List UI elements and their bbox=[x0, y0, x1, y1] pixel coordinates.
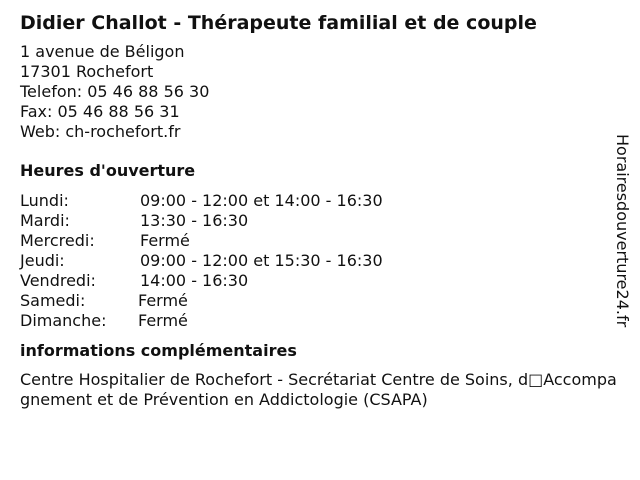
time-value: 13:30 - 16:30 bbox=[140, 211, 249, 230]
day-label: Samedi: bbox=[20, 291, 86, 310]
day-label: Lundi: bbox=[20, 191, 69, 210]
time-value: 09:00 - 12:00 et 15:30 - 16:30 bbox=[140, 251, 383, 270]
time-value: Fermé bbox=[140, 231, 190, 250]
day-label: Jeudi: bbox=[20, 251, 65, 270]
day-label: Mercredi: bbox=[20, 231, 95, 250]
side-brand-text[interactable]: Horairesdouverture24.fr bbox=[613, 134, 632, 328]
hours-table bbox=[20, 191, 610, 331]
day-label: Mardi: bbox=[20, 211, 70, 230]
day-label: Dimanche: bbox=[20, 311, 107, 330]
time-value: 09:00 - 12:00 et 14:00 - 16:30 bbox=[140, 191, 383, 210]
hours-row-saturday bbox=[20, 291, 610, 311]
time-value: 14:00 - 16:30 bbox=[140, 271, 249, 290]
hours-row-tuesday bbox=[20, 211, 610, 231]
info-heading: informations complémentaires bbox=[20, 341, 297, 360]
hours-row-monday bbox=[20, 191, 610, 211]
time-value: Fermé bbox=[138, 311, 188, 330]
address-street: 1 avenue de Béligon bbox=[20, 42, 185, 61]
business-card bbox=[20, 10, 617, 410]
address-city: 17301 Rochefort bbox=[20, 62, 154, 81]
hours-row-thursday bbox=[20, 251, 610, 271]
business-title: Didier Challot - Thérapeute familial et de couple bbox=[20, 12, 537, 34]
hours-row-friday bbox=[20, 271, 610, 291]
info-text: Centre Hospitalier de Rochefort - Secrétariat Centre de Soins, d□Accompagnement et de Prévention en Addictologie (CSAPA) bbox=[20, 370, 617, 409]
hours-heading: Heures d'ouverture bbox=[20, 161, 196, 180]
fax-number: Fax: 05 46 88 56 31 bbox=[20, 102, 180, 121]
day-label: Vendredi: bbox=[20, 271, 96, 290]
time-value: Fermé bbox=[138, 291, 188, 310]
hours-row-sunday bbox=[20, 311, 610, 331]
website-link[interactable]: Web: ch-rochefort.fr bbox=[20, 122, 181, 141]
hours-row-wednesday bbox=[20, 231, 610, 251]
address-block bbox=[20, 42, 610, 142]
phone-number: Telefon: 05 46 88 56 30 bbox=[20, 82, 210, 101]
